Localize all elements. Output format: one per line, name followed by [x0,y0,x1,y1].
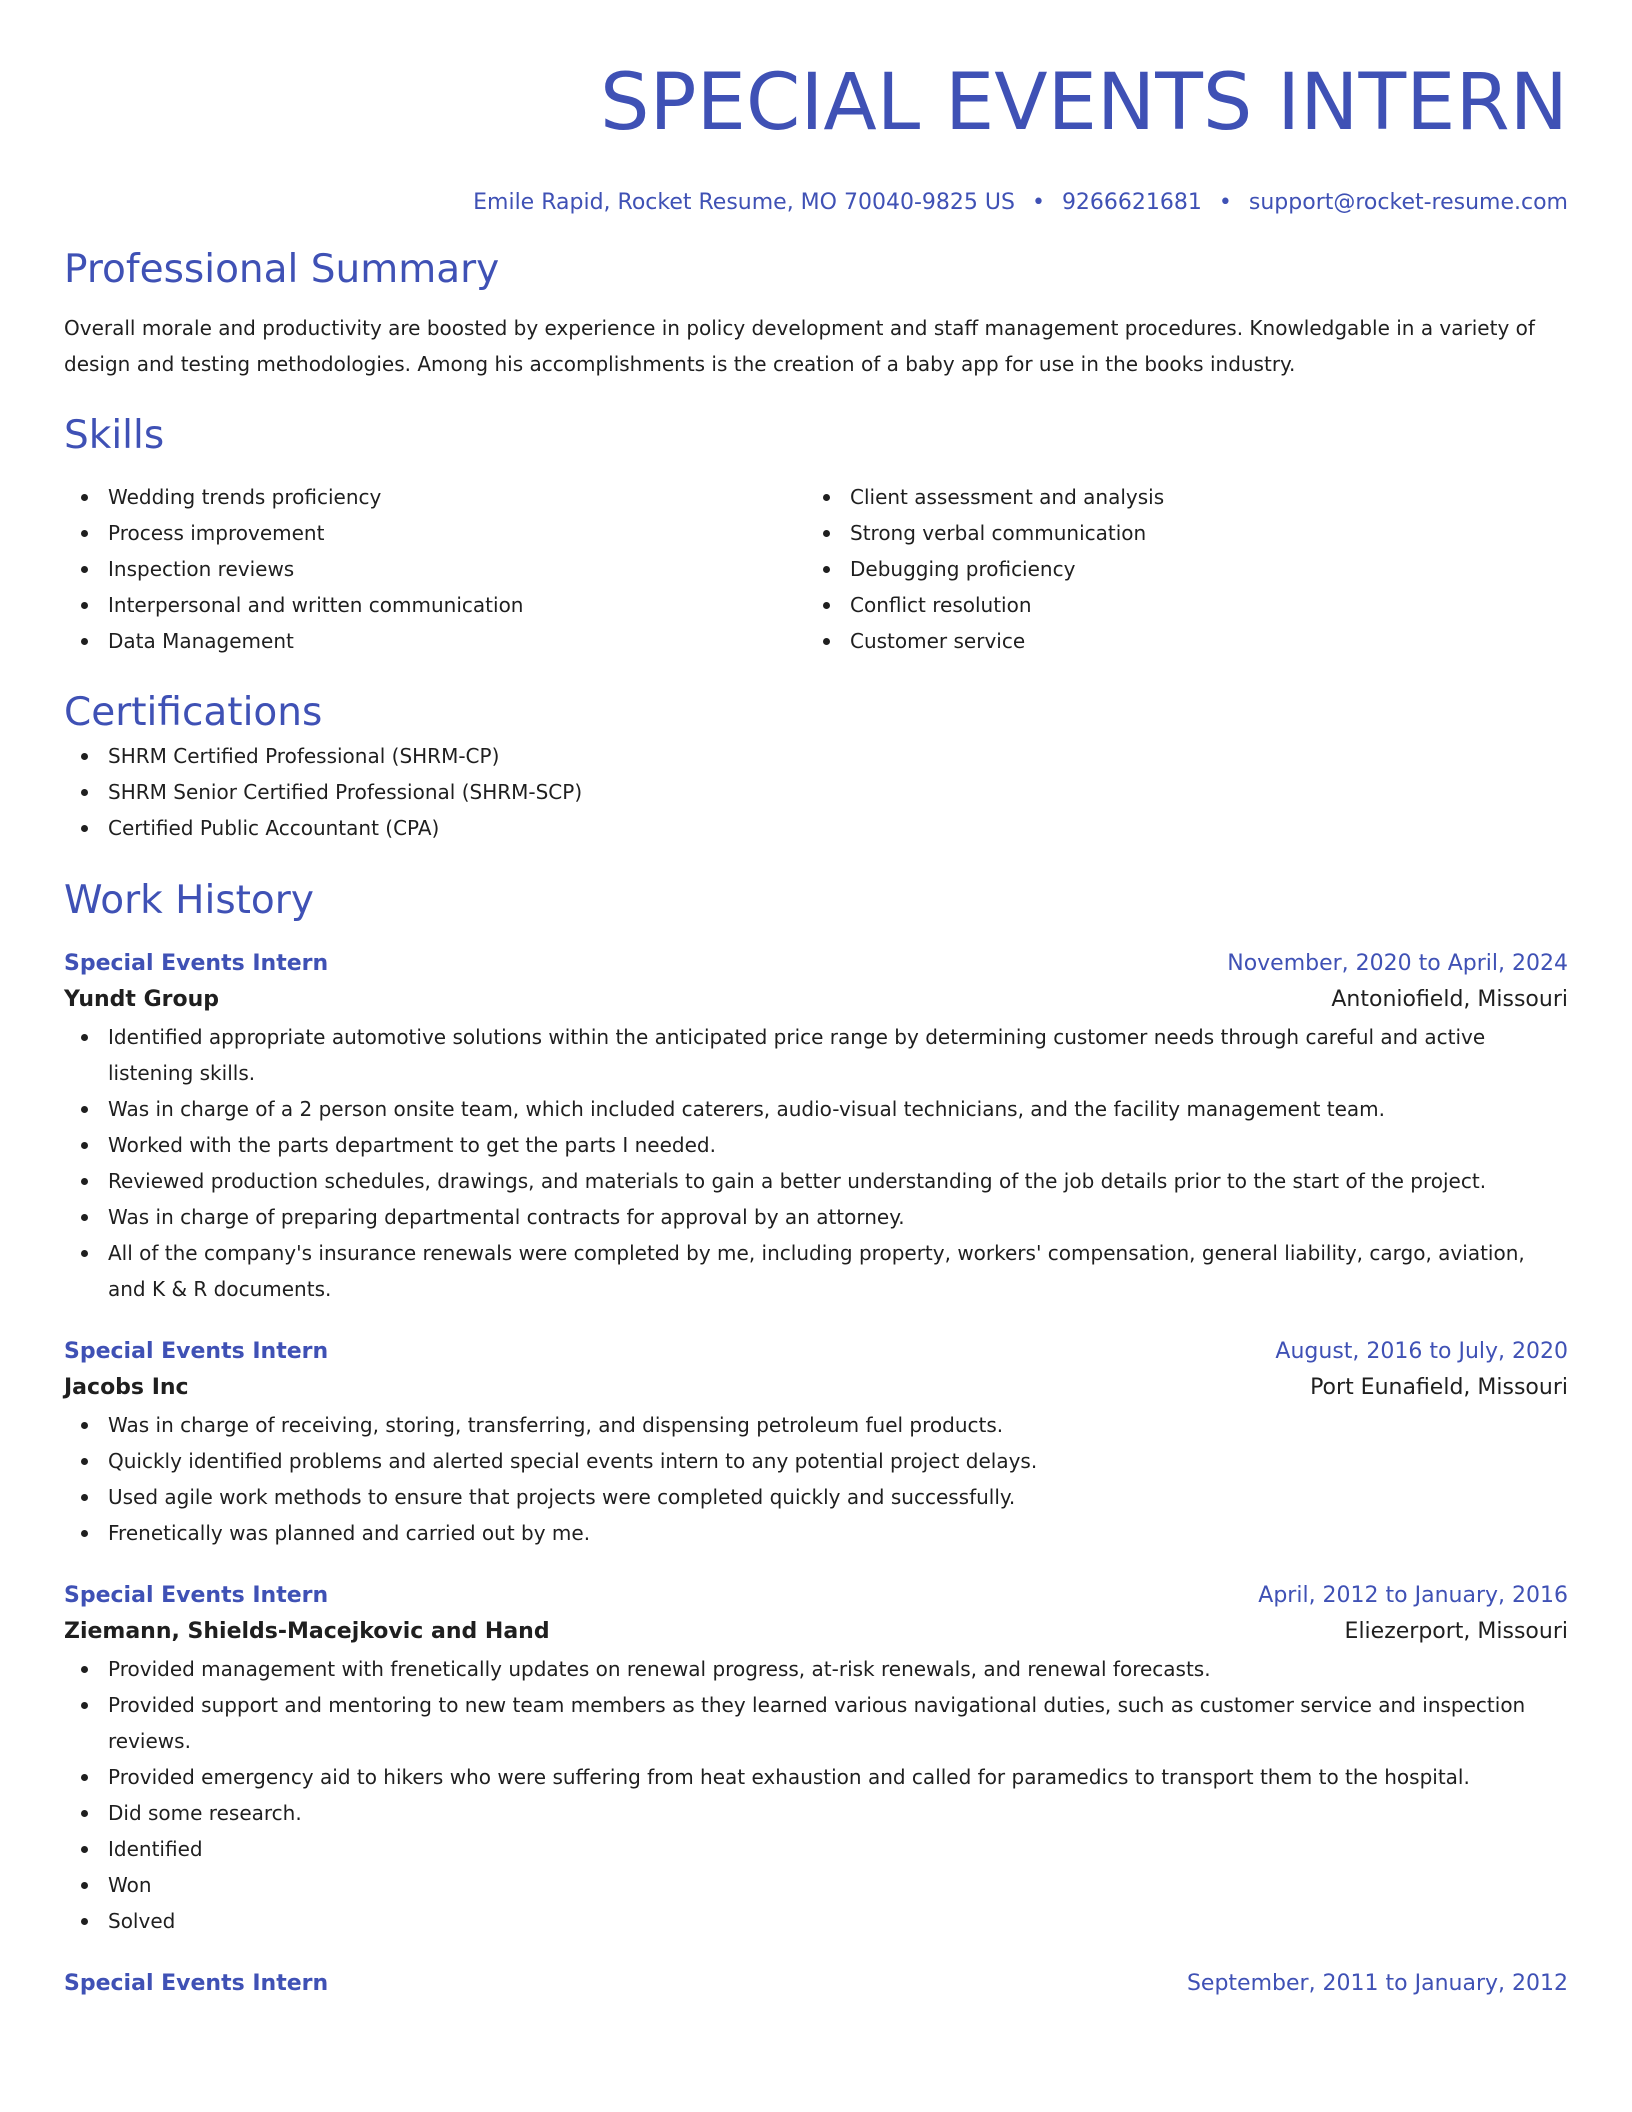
job-company: Ziemann, Shields-Macejkovic and Hand [64,1619,550,1644]
job-location: Eliezerport, Missouri [1344,1619,1568,1644]
job-bullet: Identified appropriate automotive solutions within the anticipated price range by determining customer needs through careful and active listening skills. [64,1019,1568,1091]
skill-item: Process improvement [64,515,806,551]
job-title: Special Events Intern [64,1339,329,1364]
contact-line [64,188,1568,218]
contact-separator: • [1218,190,1232,215]
contact-separator: • [1031,190,1045,215]
job-bullet: Won [64,1867,1568,1903]
skill-item: Conflict resolution [806,587,1548,623]
job-dates: April, 2012 to January, 2016 [1258,1583,1568,1608]
summary-heading: Professional Summary [64,247,500,292]
skill-item: Client assessment and analysis [806,479,1548,515]
contact-address: Emile Rapid, Rocket Resume, MO 70040-9825 US [473,190,1015,215]
skill-item: Interpersonal and written communication [64,587,806,623]
summary-text: Overall morale and productivity are boosted by experience in policy development and staff management procedures. Knowledgable in a variety of design and testing methodologies. Among his accomplishments is the creation of a baby app for use in the books industry. [64,316,1535,376]
job-bullet: Used agile work methods to ensure that projects were completed quickly and successfully. [64,1479,1568,1515]
resume-title: SPECIAL EVENTS INTERN [600,58,1568,148]
job-title: Special Events Intern [64,951,329,976]
skill-item: Wedding trends proficiency [64,479,806,515]
job-dates: August, 2016 to July, 2020 [1275,1339,1568,1364]
job-bullet: Provided support and mentoring to new team members as they learned various navigational duties, such as customer service and inspection reviews. [64,1687,1568,1759]
job-title: Special Events Intern [64,1583,329,1608]
certification-item: SHRM Senior Certified Professional (SHRM-SCP) [64,774,1568,810]
job-bullet: Provided management with frenetically updates on renewal progress, at-risk renewals, and renewal forecasts. [64,1651,1568,1687]
skill-item: Inspection reviews [64,551,806,587]
job-entry [64,1967,1568,2001]
job-entry [64,947,1568,1307]
certification-item: Certified Public Accountant (CPA) [64,810,1568,846]
skill-item: Strong verbal communication [806,515,1548,551]
job-dates: November, 2020 to April, 2024 [1227,951,1568,976]
job-company: Yundt Group [64,987,220,1012]
skill-item: Customer service [806,623,1548,659]
job-bullet: Identified [64,1831,1568,1867]
job-bullet: Solved [64,1903,1568,1939]
job-bullet: Reviewed production schedules, drawings, and materials to gain a better understanding of the job details prior to the start of the project. [64,1163,1568,1199]
certifications-list [64,738,1568,846]
certifications-heading: Certifications [64,690,323,735]
job-location: Antoniofield, Missouri [1331,987,1568,1012]
contact-email[interactable]: support@rocket-resume.com [1248,190,1568,215]
job-title: Special Events Intern [64,1971,329,1996]
resume-page [64,0,1568,2001]
skills-column-left [64,479,806,659]
job-bullet: All of the company's insurance renewals were completed by me, including property, workers' compensation, general liability, cargo, aviation, and K & R documents. [64,1235,1568,1307]
job-bullet: Was in charge of receiving, storing, transferring, and dispensing petroleum fuel products. [64,1407,1568,1443]
job-company: Jacobs Inc [64,1375,189,1400]
job-entry [64,1579,1568,1939]
certification-item: SHRM Certified Professional (SHRM-CP) [64,738,1568,774]
job-dates: September, 2011 to January, 2012 [1186,1971,1568,1996]
job-bullet: Quickly identified problems and alerted special events intern to any potential project delays. [64,1443,1568,1479]
job-bullet: Frenetically was planned and carried out by me. [64,1515,1568,1551]
job-location: Port Eunafield, Missouri [1310,1375,1568,1400]
job-bullet: Worked with the parts department to get the parts I needed. [64,1127,1568,1163]
work-history-heading: Work History [64,878,314,923]
job-bullet: Was in charge of a 2 person onsite team, which included caterers, audio-visual technicians, and the facility management team. [64,1091,1568,1127]
job-bullet: Provided emergency aid to hikers who were suffering from heat exhaustion and called for paramedics to transport them to the hospital. [64,1759,1568,1795]
job-entry [64,1335,1568,1551]
job-bullet: Was in charge of preparing departmental contracts for approval by an attorney. [64,1199,1568,1235]
job-bullets [64,1019,1568,1307]
job-bullet: Did some research. [64,1795,1568,1831]
skill-item: Data Management [64,623,806,659]
skills-heading: Skills [64,413,165,458]
skills-column-right [806,479,1548,659]
skills-grid [64,479,1568,659]
skill-item: Debugging proficiency [806,551,1548,587]
job-bullets [64,1651,1568,1939]
contact-phone: 9266621681 [1061,190,1202,215]
job-bullets [64,1407,1568,1551]
